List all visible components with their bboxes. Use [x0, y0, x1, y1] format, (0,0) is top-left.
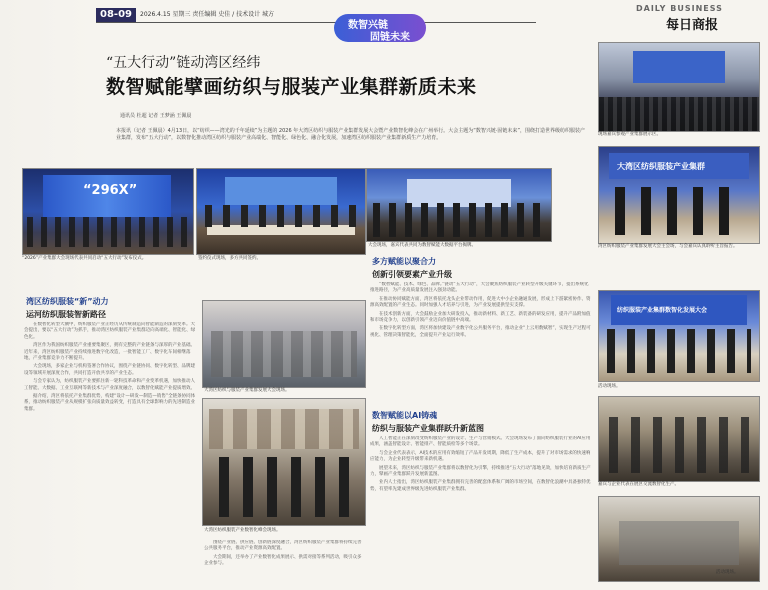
stage-people [27, 217, 189, 247]
screen-title: “296X” [83, 183, 138, 198]
signing-people [205, 205, 357, 227]
body-paragraph: 湾区作为我国纺织服装产业重要集聚区，拥有完整的产业链条与深厚的产业基础。近年来，湾区纺织服装产业持续推进数字化改造，一批智能工厂、数字化车间相继落地，产业集群竞争力不断提升。 [24, 343, 195, 362]
body-paragraph: 与会专家认为，纺织服装产业要抓住新一轮科技革命和产业变革机遇，加快推动人工智能、大数据、工业互联网等新技术与产业深度融合，以数智化赋能产业提质增效。 [24, 379, 195, 391]
right-section-title-1: 多方赋能以聚合力 [372, 257, 436, 266]
badge-line-1: 数智兴链 [348, 20, 388, 31]
photo-exhibition [202, 398, 366, 526]
caption-10: 活动现场。 [716, 570, 739, 575]
stage-screen [43, 175, 171, 217]
dateline: 2026.4.15 星期三 责任编辑 史佳 / 技术设计 城方 [140, 11, 275, 18]
right-center-column-top [370, 282, 592, 462]
unveil-people [373, 203, 545, 237]
theme-badge [334, 14, 426, 42]
right-section-title-2: 创新引领要素产业升级 [372, 270, 452, 279]
photo-signing [196, 168, 366, 255]
middle-body-column [204, 540, 364, 584]
right-exhibit-people [609, 417, 749, 473]
photo-right-exhibit [598, 396, 760, 482]
caption-2: 签约仪式现场，多方共同签约。 [198, 256, 261, 261]
body-paragraph: 大会现场，多家企业与机构签署合作协议，围绕产业链协同、数字化转型、品牌建设等领域开展深度合作，共同打造开放共享的产业生态。 [24, 364, 195, 376]
left-body-column [24, 322, 196, 584]
exhibition-display [209, 409, 359, 449]
aerial-buildings [211, 331, 357, 377]
left-section-title [26, 296, 196, 320]
right-panel-screen-text: 大湾区纺织服装产业集群 [617, 162, 705, 171]
exhibition-people [219, 457, 349, 517]
caption-3: 大会现场，嘉宾代表共同为数智赋能大数据平台揭牌。 [368, 243, 476, 248]
article-byline: 通讯员 杜超 记者 王梦涵 王佩晨 [120, 113, 192, 119]
right-bottom-machine [619, 521, 739, 565]
body-paragraph: 围绕产业链、供应链、创新链深度融合，湾区纺织服装产业集群将持续完善公共服务平台，推动产业资源高效配置。 [204, 540, 362, 552]
article-headline: 数智赋能擘画纺织与服装产业集群新质未来 [106, 76, 477, 98]
right-top-screen [633, 51, 725, 83]
section-name-en: DAILY BUSINESS [636, 4, 723, 13]
body-paragraph: 在技术创新方面，大会鼓励企业加大研发投入，推动新材料、新工艺、新装备的研发应用，提升产品附加值和市场竞争力，以创新引领产业迈向价值链中高端。 [370, 311, 591, 324]
left-section-title-1: 湾区纺织服装“新”动力 [26, 297, 109, 306]
body-paragraph: 与会企业代表表示，AI技术的应用有效缩短了产品开发周期，降低了生产成本，提升了对市场需求的快速响应能力，为企业转型升级带来新机遇。 [370, 450, 591, 463]
right-panel-screen [609, 153, 749, 179]
body-paragraph: 展望未来，湾区纺织与服装产业集群将以数智化为引擎，持续推进“五大行动”落地见效，加快培育新质生产力，擘画产业集群跃升发展新蓝图。 [370, 465, 591, 478]
photo-stage-launch [22, 168, 194, 255]
header-rule [96, 22, 536, 23]
right-forum-people [607, 329, 751, 373]
right-panel-people [615, 187, 743, 235]
photo-aerial [202, 300, 366, 388]
body-paragraph: 人工智能正在深刻改变纺织服装产业的设计、生产与营销模式。大会现场发布了面向纺织服装行业的AI应用成果，涵盖智能设计、智能排产、智能质检等多个场景。 [370, 436, 591, 448]
right-top-audience [599, 97, 759, 131]
right-forum-screen [611, 295, 747, 325]
photo-unveiling [366, 168, 552, 242]
photo-right-top [598, 42, 760, 132]
page-number: 08-09 [96, 8, 136, 22]
article-kicker: “五大行动”链动湾区经纬 [106, 55, 261, 71]
badge-line-2: 固链未来 [370, 32, 410, 43]
right-section-title-4: 纺织与服装产业集群跃升新蓝图 [372, 424, 484, 433]
body-paragraph: 业内人士指出，湾区纺织服装产业集群拥有完善的配套体系和广阔的市场空间，在数智化浪潮中具备独特优势，有望率先建成世界级先进纺织服装产业集群。 [370, 480, 591, 492]
right-section-title-a [372, 256, 572, 280]
photo-right-forum [598, 290, 760, 382]
body-paragraph: 大会期间，还举办了产业数智化成果展示、供需对接等系列活动，吸引众多企业参与。 [204, 554, 362, 567]
body-paragraph: 据介绍，湾区将依托产业集群优势，构建“设计—研发—制造—销售”全链条协同体系，推动纺织服装产业从规模扩张向质量效益转变，打造具有全球影响力的先进制造业集群。 [24, 394, 196, 412]
section-name-cn: 每日商报 [666, 18, 719, 33]
body-paragraph: 在数智化转型大潮中，纺织服装产业正经历从传统制造向智能制造的深刻变革。大会提出，要以“五大行动”为抓手，推动湾区纺织服装产业集群迈向高端化、智能化、绿色化。 [24, 322, 196, 340]
right-section-title-3: 数智赋能以AI铸魂 [372, 411, 438, 420]
photo-right-panel [598, 146, 760, 244]
caption-5: 现场嘉宾参观产业集群展示区。 [598, 132, 661, 137]
caption-9: 嘉宾与企业代表在展区交流数智化生产。 [598, 482, 679, 487]
body-paragraph: 在数字化转型方面，湾区将加快建设产业数字化公共服务平台，推动企业“上云用数赋智”，实现生产过程可视化、管理决策智能化，全面提升产业运行效率。 [370, 326, 591, 338]
left-section-title-2: 运河纺织服装智新路径 [26, 310, 106, 319]
right-section-title-b [372, 410, 592, 434]
body-paragraph: 在推动协同赋能方面，湾区将依托龙头企业带动作用，促进大中小企业融通发展，形成上下游紧密协作、资源高效配置的产业生态。同时加强人才培养与引进，为产业发展提供坚实支撑。 [370, 296, 591, 309]
right-forum-screen-text: 纺织服装产业集群数智化发展大会 [617, 307, 708, 314]
caption-4: 大湾区纺织与服装产业集群发展大会现场。 [204, 388, 290, 393]
caption-6: 湾区纺织服装产业集群发展大会主会场，与会嘉宾认真聆听主旨报告。 [598, 244, 738, 249]
body-paragraph: “数智赋能、技术、绿色、品牌。”链动“五大行动”，大会聚焦纺织服装产业转型升级关键环节，提出系统化推进路径，为产业高质量发展注入强劲动能。 [370, 282, 589, 294]
caption-8: 大湾区纺织服装产业数智化峰会现场。 [204, 528, 281, 533]
caption-1: “2026”产业集群大会现场代表共同启动“五大行动”发布仪式。 [22, 256, 147, 261]
article-lead: 本报讯（记者 王佩晨）4月13日，以“纺织——湾光的千年延续”为主题的 2026 年大湾区纺织与服装产业集群发展大会暨产业数智化峰会在广州举行。大会主题为“数智兴链·固链未来”，围绕打造世界级纺织服装产业集群，发布“五大行动”，以数智化推动湾区纺织与服装产业高端化、智能化、绿色化、融合化发展，加速湾区纺织服装产业集群新质生产力培育。 [116, 128, 585, 141]
right-center-column-bottom [370, 436, 592, 584]
signing-screen [225, 177, 337, 205]
caption-7: 活动现场。 [598, 384, 621, 389]
